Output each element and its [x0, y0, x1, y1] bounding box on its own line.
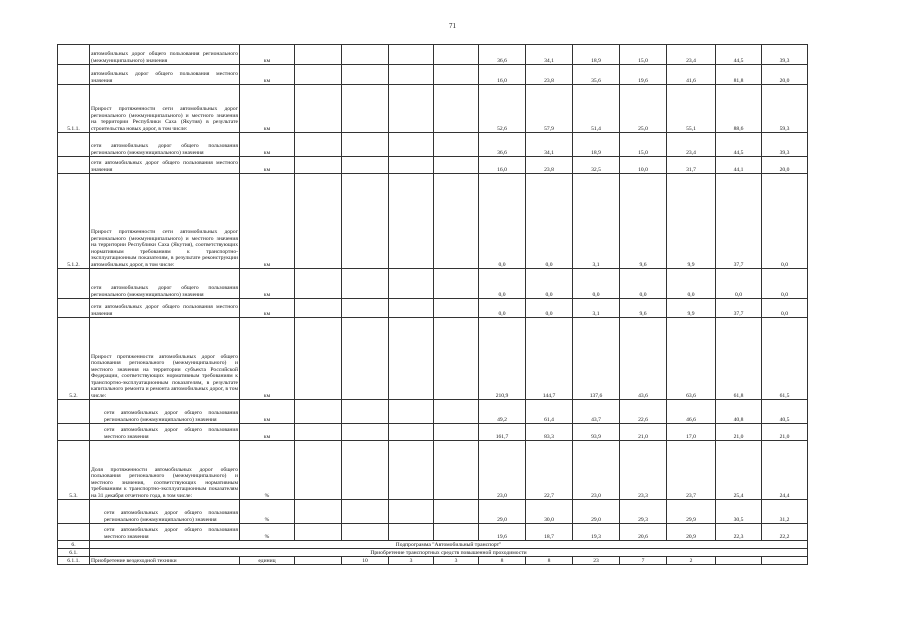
value-cell: 23,4	[667, 133, 716, 157]
row-description: сети автомобильных дорог общего пользования регионального (межмуниципального) значения	[90, 400, 240, 424]
value-cell: 30,0	[526, 500, 573, 524]
empty-cell	[295, 65, 342, 85]
section-row	[58, 549, 808, 557]
table-body	[58, 45, 808, 565]
empty-cell	[342, 299, 389, 318]
value-cell: 21,0	[762, 424, 808, 441]
value-cell: 61,4	[526, 400, 573, 424]
section-row	[58, 541, 808, 549]
value-cell: 46,6	[667, 400, 716, 424]
section-title: Приобретение транспортных средств повышенной проходимости	[90, 549, 808, 557]
value-cell: 36,6	[479, 45, 526, 65]
value-cell: 22,7	[526, 441, 573, 500]
empty-cell	[342, 269, 389, 299]
value-cell: 83,3	[526, 424, 573, 441]
value-cell: 37,7	[716, 299, 762, 318]
table-row	[58, 85, 808, 133]
value-cell: 31,2	[762, 500, 808, 524]
empty-cell	[434, 441, 479, 500]
empty-cell	[342, 45, 389, 65]
empty-cell	[342, 133, 389, 157]
empty-cell	[434, 424, 479, 441]
row-description: сети автомобильных дорог общего пользования регионального (межмуниципального) значения	[90, 500, 240, 524]
row-code	[58, 400, 90, 424]
value-cell: 61,8	[716, 318, 762, 400]
row-code	[58, 45, 90, 65]
empty-cell	[762, 557, 808, 565]
value-cell: 137,6	[573, 318, 620, 400]
value-cell: 3	[434, 557, 479, 565]
row-code: 5.1.2.	[58, 174, 90, 269]
table-row	[58, 299, 808, 318]
value-cell: 25,4	[716, 441, 762, 500]
value-cell: 40,8	[716, 400, 762, 424]
value-cell: 52,6	[479, 85, 526, 133]
value-cell: 25,0	[620, 85, 667, 133]
row-code	[58, 269, 90, 299]
empty-cell	[389, 441, 434, 500]
empty-cell	[342, 65, 389, 85]
row-code: 5.2.	[58, 318, 90, 400]
empty-cell	[434, 65, 479, 85]
row-description: сети автомобильных дорог общего пользования регионального (межмуниципального) значения	[90, 269, 240, 299]
empty-cell	[389, 65, 434, 85]
row-code	[58, 424, 90, 441]
empty-cell	[434, 45, 479, 65]
value-cell: 61,5	[762, 318, 808, 400]
value-cell: 0,0	[526, 174, 573, 269]
empty-cell	[342, 157, 389, 174]
value-cell: 0,0	[762, 299, 808, 318]
empty-cell	[434, 85, 479, 133]
value-cell: 23,7	[667, 441, 716, 500]
empty-cell	[434, 174, 479, 269]
value-cell: 3,1	[573, 299, 620, 318]
empty-cell	[389, 174, 434, 269]
section-title: Подпрограмма "Автомобильный транспорт"	[90, 541, 808, 549]
table-row	[58, 157, 808, 174]
value-cell: 18,9	[573, 45, 620, 65]
empty-cell	[342, 85, 389, 133]
value-cell: 8	[526, 557, 573, 565]
row-description: сети автомобильных дорог общего пользования местного значения	[90, 299, 240, 318]
empty-cell	[295, 133, 342, 157]
value-cell: 63,6	[667, 318, 716, 400]
value-cell: 0,0	[667, 269, 716, 299]
empty-cell	[342, 424, 389, 441]
value-cell: 18,7	[526, 524, 573, 541]
value-cell: 9,6	[620, 299, 667, 318]
value-cell: 19,6	[479, 524, 526, 541]
empty-cell	[716, 557, 762, 565]
empty-cell	[434, 524, 479, 541]
row-code: 5.3.	[58, 441, 90, 500]
value-cell: 19,3	[573, 524, 620, 541]
row-description: сети автомобильных дорог общего пользования местного значения	[90, 524, 240, 541]
empty-cell	[295, 557, 342, 565]
empty-cell	[389, 400, 434, 424]
row-unit: единиц	[240, 557, 295, 565]
empty-cell	[434, 500, 479, 524]
value-cell: 51,4	[573, 85, 620, 133]
empty-cell	[389, 524, 434, 541]
empty-cell	[434, 318, 479, 400]
empty-cell	[295, 524, 342, 541]
empty-cell	[434, 269, 479, 299]
value-cell: 35,6	[573, 65, 620, 85]
empty-cell	[342, 500, 389, 524]
value-cell: 40,5	[762, 400, 808, 424]
row-code	[58, 500, 90, 524]
row-unit: %	[240, 441, 295, 500]
value-cell: 34,1	[526, 45, 573, 65]
row-unit: км	[240, 424, 295, 441]
value-cell: 57,9	[526, 85, 573, 133]
row-unit: %	[240, 500, 295, 524]
empty-cell	[295, 85, 342, 133]
value-cell: 39,3	[762, 133, 808, 157]
value-cell: 9,9	[667, 174, 716, 269]
value-cell: 36,6	[479, 133, 526, 157]
value-cell: 22,3	[716, 524, 762, 541]
value-cell: 23,4	[667, 45, 716, 65]
empty-cell	[342, 524, 389, 541]
value-cell: 0,0	[479, 269, 526, 299]
value-cell: 22,6	[620, 400, 667, 424]
value-cell: 210,9	[479, 318, 526, 400]
table-row	[58, 318, 808, 400]
value-cell: 32,5	[573, 157, 620, 174]
value-cell: 30,5	[716, 500, 762, 524]
row-unit: км	[240, 400, 295, 424]
value-cell: 93,9	[573, 424, 620, 441]
row-unit: км	[240, 318, 295, 400]
value-cell: 17,0	[667, 424, 716, 441]
row-unit: км	[240, 133, 295, 157]
value-cell: 20,9	[667, 524, 716, 541]
table-row	[58, 500, 808, 524]
row-description: Прирост протяженности автомобильных дорог общего пользования регионального (межмуниципального) и местного значения на территории субъекта Российской Федерации, соответствующих нормативным требованиям к транспортно-эксплуатационным показателям, в результате капитального ремонта и ремонта автомобильных дорог, в том числе:	[90, 318, 240, 400]
value-cell: 0,0	[716, 269, 762, 299]
value-cell: 161,7	[479, 424, 526, 441]
value-cell: 55,1	[667, 85, 716, 133]
value-cell: 10	[342, 557, 389, 565]
value-cell: 23	[573, 557, 620, 565]
row-unit: км	[240, 85, 295, 133]
value-cell: 29,3	[620, 500, 667, 524]
table-row	[58, 269, 808, 299]
value-cell: 44,1	[716, 157, 762, 174]
value-cell: 29,9	[667, 500, 716, 524]
row-code	[58, 524, 90, 541]
value-cell: 39,3	[762, 45, 808, 65]
row-unit: км	[240, 45, 295, 65]
row-unit: км	[240, 174, 295, 269]
empty-cell	[389, 157, 434, 174]
row-unit: км	[240, 157, 295, 174]
empty-cell	[434, 133, 479, 157]
row-description: Прирост протяженности сети автомобильных дорог регионального (межмуниципального) и местного значения на территории Республики Саха (Якутия), соответствующих нормативным требованиям к транспортно-эксплуатационным показателям, в результате реконструкции автомобильных дорог, в том числе:	[90, 174, 240, 269]
value-cell: 23,8	[526, 157, 573, 174]
empty-cell	[389, 318, 434, 400]
row-description: Прирост протяженности сети автомобильных дорог регионального (межмуниципального) и местного значения на территории Республики Саха (Якутия) в результате строительства новых дорог, в том числе:	[90, 85, 240, 133]
value-cell: 0,0	[762, 174, 808, 269]
value-cell: 2	[667, 557, 716, 565]
value-cell: 0,0	[526, 299, 573, 318]
row-unit: км	[240, 269, 295, 299]
value-cell: 0,0	[479, 299, 526, 318]
value-cell: 7	[620, 557, 667, 565]
value-cell: 16,0	[479, 157, 526, 174]
empty-cell	[295, 174, 342, 269]
table-row	[58, 133, 808, 157]
value-cell: 34,1	[526, 133, 573, 157]
row-description: сети автомобильных дорог общего пользования местного значения	[90, 157, 240, 174]
value-cell: 43,6	[620, 318, 667, 400]
value-cell: 20,0	[762, 65, 808, 85]
value-cell: 23,8	[526, 65, 573, 85]
value-cell: 44,5	[716, 133, 762, 157]
empty-cell	[295, 157, 342, 174]
table-row	[58, 557, 808, 565]
value-cell: 59,3	[762, 85, 808, 133]
empty-cell	[295, 424, 342, 441]
value-cell: 23,3	[620, 441, 667, 500]
empty-cell	[434, 157, 479, 174]
empty-cell	[389, 85, 434, 133]
row-description: автомобильных дорог общего пользования местного значения	[90, 65, 240, 85]
value-cell: 81,8	[716, 65, 762, 85]
row-description: сети автомобильных дорог общего пользования местного значения	[90, 424, 240, 441]
row-description: автомобильных дорог общего пользования регионального (межмуниципального) значения	[90, 45, 240, 65]
row-description: Доля протяженности автомобильных дорог общего пользования регионального (межмуниципального) и местного значения, соответствующих нормативным требованиям к транспортно-эксплуатационным показателям на 31 декабря отчетного года, в том числе:	[90, 441, 240, 500]
value-cell: 88,6	[716, 85, 762, 133]
empty-cell	[295, 500, 342, 524]
table-row	[58, 441, 808, 500]
empty-cell	[389, 133, 434, 157]
value-cell: 22,2	[762, 524, 808, 541]
value-cell: 23,0	[573, 441, 620, 500]
value-cell: 0,0	[526, 269, 573, 299]
value-cell: 0,0	[573, 269, 620, 299]
value-cell: 20,6	[620, 524, 667, 541]
value-cell: 15,0	[620, 133, 667, 157]
empty-cell	[295, 318, 342, 400]
value-cell: 16,0	[479, 65, 526, 85]
value-cell: 18,9	[573, 133, 620, 157]
empty-cell	[389, 424, 434, 441]
empty-cell	[389, 45, 434, 65]
row-code	[58, 299, 90, 318]
empty-cell	[342, 318, 389, 400]
value-cell: 19,6	[620, 65, 667, 85]
value-cell: 21,0	[716, 424, 762, 441]
value-cell: 37,7	[716, 174, 762, 269]
table-row	[58, 424, 808, 441]
value-cell: 49,2	[479, 400, 526, 424]
value-cell: 3,1	[573, 174, 620, 269]
empty-cell	[434, 400, 479, 424]
row-code	[58, 157, 90, 174]
table-row	[58, 174, 808, 269]
table-row	[58, 65, 808, 85]
row-unit: км	[240, 65, 295, 85]
empty-cell	[295, 269, 342, 299]
value-cell: 31,7	[667, 157, 716, 174]
value-cell: 21,0	[620, 424, 667, 441]
row-description: Приобретение вездеходной техники	[90, 557, 240, 565]
empty-cell	[342, 400, 389, 424]
value-cell: 0,0	[762, 269, 808, 299]
value-cell: 0,0	[479, 174, 526, 269]
value-cell: 15,0	[620, 45, 667, 65]
value-cell: 9,9	[667, 299, 716, 318]
section-code: 6.1.	[58, 549, 90, 557]
value-cell: 10,0	[620, 157, 667, 174]
value-cell: 0,0	[620, 269, 667, 299]
table-row	[58, 45, 808, 65]
value-cell: 29,0	[479, 500, 526, 524]
value-cell: 41,6	[667, 65, 716, 85]
empty-cell	[295, 441, 342, 500]
section-code: 6.	[58, 541, 90, 549]
indicator-table	[57, 44, 808, 565]
value-cell: 3	[389, 557, 434, 565]
value-cell: 23,0	[479, 441, 526, 500]
empty-cell	[389, 269, 434, 299]
row-code: 5.1.1.	[58, 85, 90, 133]
page-number: 71	[449, 22, 456, 30]
value-cell: 20,0	[762, 157, 808, 174]
row-unit: км	[240, 299, 295, 318]
empty-cell	[342, 441, 389, 500]
row-description: сети автомобильных дорог общего пользования регионального (межмуниципального) значения	[90, 133, 240, 157]
row-unit: %	[240, 524, 295, 541]
empty-cell	[295, 299, 342, 318]
value-cell: 8	[479, 557, 526, 565]
empty-cell	[342, 174, 389, 269]
value-cell: 43,7	[573, 400, 620, 424]
empty-cell	[295, 400, 342, 424]
empty-cell	[434, 299, 479, 318]
row-code	[58, 65, 90, 85]
value-cell: 144,7	[526, 318, 573, 400]
row-code: 6.1.1.	[58, 557, 90, 565]
empty-cell	[389, 500, 434, 524]
empty-cell	[389, 299, 434, 318]
table-row	[58, 400, 808, 424]
empty-cell	[295, 45, 342, 65]
value-cell: 44,5	[716, 45, 762, 65]
value-cell: 9,6	[620, 174, 667, 269]
value-cell: 29,0	[573, 500, 620, 524]
value-cell: 24,4	[762, 441, 808, 500]
table-row	[58, 524, 808, 541]
row-code	[58, 133, 90, 157]
